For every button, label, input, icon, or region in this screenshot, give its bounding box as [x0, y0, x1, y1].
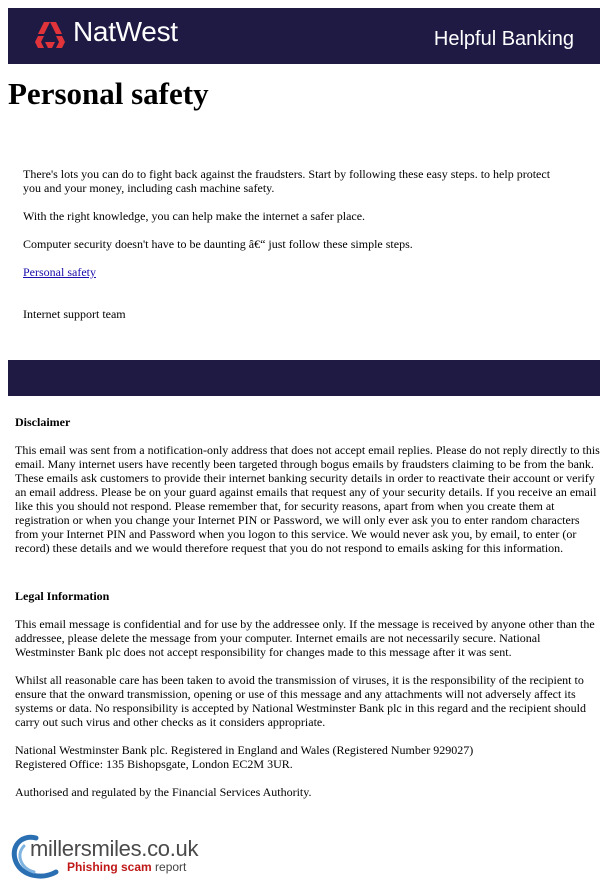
knowledge-paragraph: With the right knowledge, you can help make the internet a safer place. [23, 209, 366, 223]
page-title: Personal safety [8, 76, 209, 111]
watermark-domain: millersmiles.co.uk [30, 836, 199, 861]
disclaimer-heading: Disclaimer [15, 415, 71, 429]
disclaimer-text: This email was sent from a notification-only address that does not accept email replies. Please do not reply directly to this email. Many internet users have recently been targeted through bogus emails by fraudsters claiming to be from the bank. These emails ask customers to provide their internet banking security details in order to reactivate their account or verify an email address. Please be on your guard against emails that request any of your security details. If you receive an email like this you should not respond. Please remember that, for security reasons, apart from when you create them at registration or when you change your Internet PIN or Password, we will only ever ask you to enter random characters from your Internet PIN and Password when you logon to this service. We would never ask you, by email, to enter (or record) these details and we would therefore request that you do not respond to emails asking for this information. [15, 443, 600, 555]
legal-virus-text: Whilst all reasonable care has been taken to avoid the transmission of viruses, it is the responsibility of the recipient to ensure that the onward transmission, opening or use of this message and any attachments will not adversely affect its systems or data. No responsibility is accepted by National Westminster Bank plc in this regard and the recipient should carry out such virus and other checks as it considers appropriate. [15, 673, 587, 729]
authorised-line: Authorised and regulated by the Financial Services Authority. [15, 785, 312, 799]
registration-line: National Westminster Bank plc. Registered in England and Wales (Registered Number 929027) [15, 743, 474, 757]
legal-confidential-text: This email message is confidential and for use by the addressee only. If the message is received by anyone other than the addressee, please delete the message from your computer. Internet emails are not necessarily secure. National Westminster Bank plc does not accept responsibility for changes made to this message after it was sent. [15, 617, 595, 659]
watermark-highlight: Phishing scam [67, 860, 152, 874]
security-paragraph: Computer security doesn't have to be daunting â€“ just follow these simple steps. [23, 237, 413, 251]
personal-safety-link[interactable]: Personal safety [23, 265, 96, 279]
signature: Internet support team [23, 307, 126, 321]
personal-safety-link-row [23, 265, 563, 279]
email-header-banner [8, 8, 600, 64]
footer-divider-bar [8, 360, 600, 396]
legal-heading: Legal Information [15, 589, 110, 603]
intro-paragraph: There's lots you can do to fight back against the fraudsters. Start by following these easy steps. to help protect you and your money, including cash machine safety. [23, 167, 551, 195]
brand-tagline: Helpful Banking [433, 28, 574, 50]
watermark-rest: report [151, 860, 187, 874]
watermark-subtitle [67, 860, 186, 874]
brand-name: NatWest [73, 16, 178, 47]
natwest-cubes-logo-icon [35, 22, 65, 50]
registered-office-line: Registered Office: 135 Bishopsgate, London EC2M 3UR. [15, 757, 293, 771]
